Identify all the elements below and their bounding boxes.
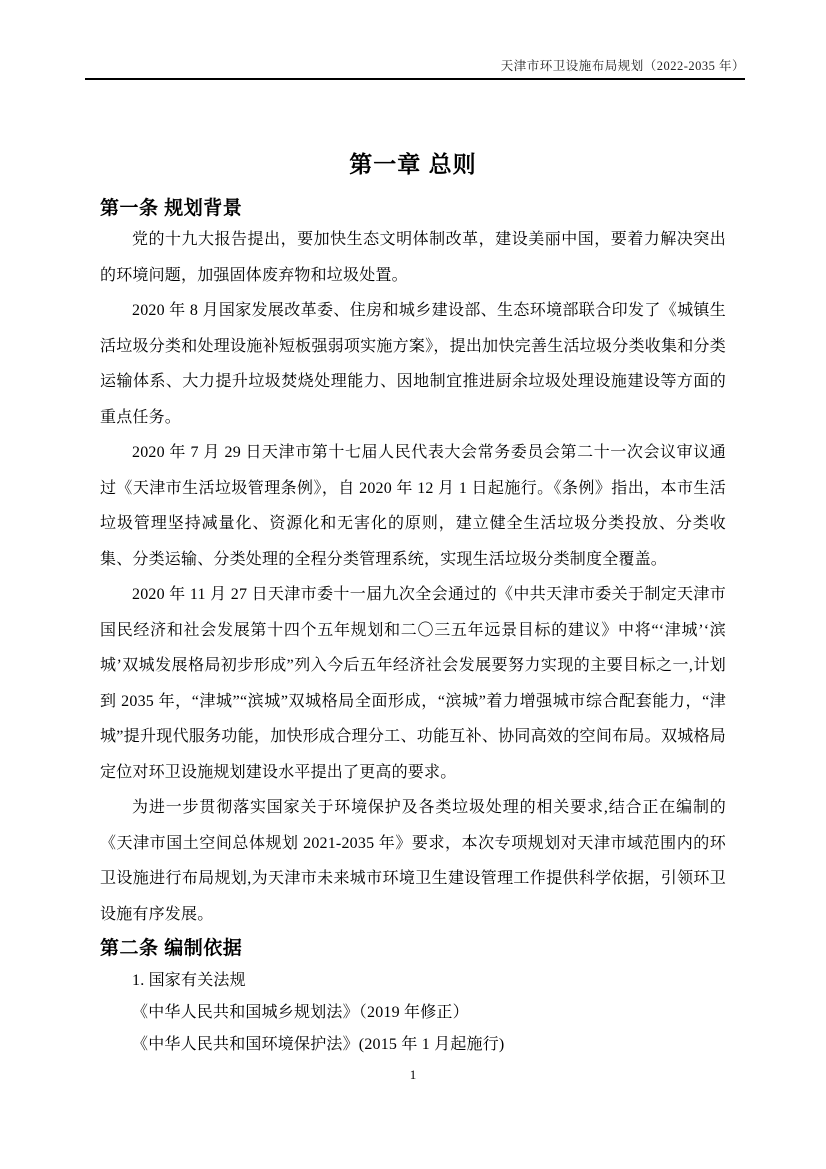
body-paragraph: 2020 年 11 月 27 日天津市委十一届九次全会通过的《中共天津市委关于制定天津市国民经济和社会发展第十四个五年规划和二〇三五年远景目标的建议》中将“‘津城’‘滨城’双城发展格局初步形成”列入今后五年经济社会发展要努力实现的主要目标之一,计划到 2035 年，“津城”“滨城”双城格局全面形成，“滨城”着力增强城市综合配套能力，“津城”提升现代服务功能，加快形成合理分工、功能互补、协同高效的空间布局。双城格局定位对环卫设施规划建设水平提出了更高的要求。 (100, 586, 726, 781)
page-number: 1 (409, 1067, 417, 1082)
reference-item: 《中华人民共和国城乡规划法》（2019 年修正） (132, 1004, 469, 1021)
page-footer (0, 1063, 826, 1087)
section-heading-compilation-basis: 第二条 编制依据 (100, 938, 243, 959)
page-header (85, 0, 745, 80)
reference-item: 1. 国家有关法规 (132, 972, 246, 989)
body-paragraph: 2020 年 8 月国家发展改革委、住房和城乡建设部、生态环境部联合印发了《城镇生活垃圾分类和处理设施补短板强弱项实施方案》，提出加快完善生活垃圾分类收集和分类运输体系、大力提升垃圾焚烧处理能力、因地制宜推进厨余垃圾处理设施建设等方面的重点任务。 (100, 302, 726, 426)
chapter-title: 第一章 总则 (349, 151, 477, 177)
body-paragraph: 为进一步贯彻落实国家关于环境保护及各类垃圾处理的相关要求,结合正在编制的《天津市国土空间总体规划 2021-2035 年》要求，本次专项规划对天津市域范围内的环卫设施进行布局规划,为天津市未来城市环境卫生建设管理工作提供科学依据，引领环卫设施有序发展。 (100, 799, 726, 923)
body-paragraph: 2020 年 7 月 29 日天津市第十七届人民代表大会常务委员会第二十一次会议审议通过《天津市生活垃圾管理条例》，自 2020 年 12 月 1 日起施行。《条例》指出，本市生活垃圾管理坚持减量化、资源化和无害化的原则，建立健全生活垃圾分类投放、分类收集、分类运输、分类处理的全程分类管理系统，实现生活垃圾分类制度全覆盖。 (100, 444, 726, 568)
body-paragraph: 党的十九大报告提出，要加快生态文明体制改革，建设美丽中国，要着力解决突出的环境问题，加强固体废弃物和垃圾处置。 (100, 231, 726, 284)
section-heading-planning-background: 第一条 规划背景 (100, 198, 243, 219)
header-rule (85, 78, 745, 80)
running-title: 天津市环卫设施布局规划（2022-2035 年） (500, 59, 745, 73)
reference-item: 《中华人民共和国环境保护法》(2015 年 1 月起施行) (132, 1036, 505, 1053)
